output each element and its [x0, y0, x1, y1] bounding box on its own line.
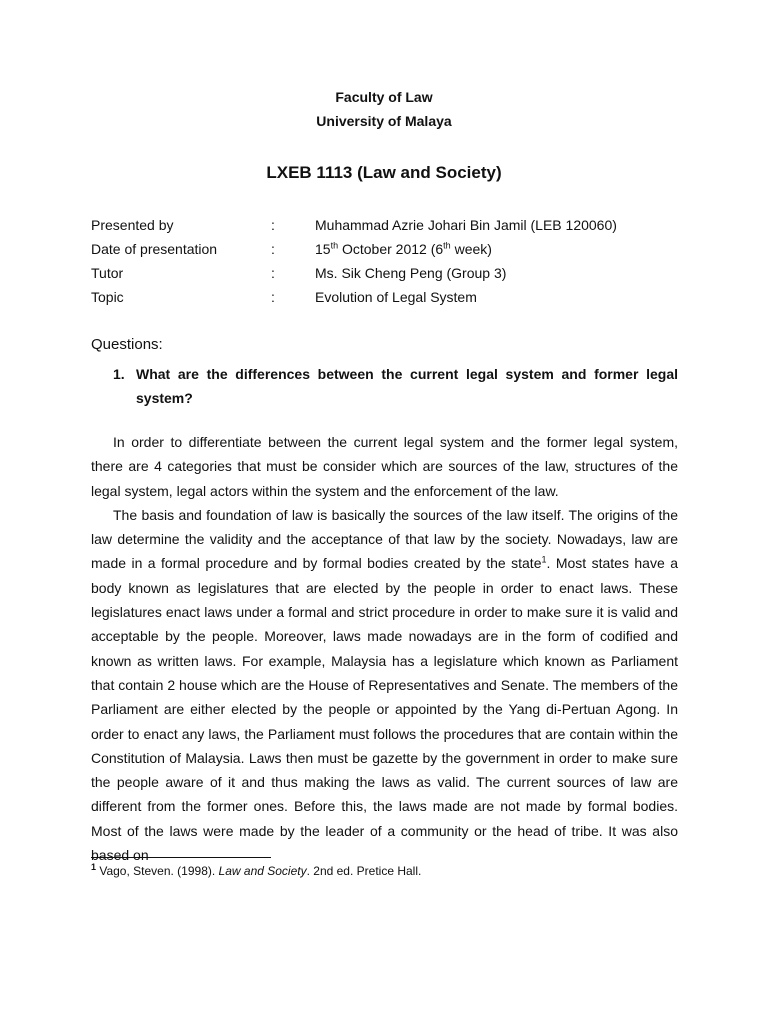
- question-text: What are the differences between the current legal system and former legal system?: [136, 366, 678, 406]
- paragraph-1: In order to differentiate between the current legal system and the former legal system, there are 4 categories that must be consider which are sources of the law, structures of the legal system, legal actors within the system and the enforcement of the law.: [91, 434, 678, 499]
- footnote-author: Vago, Steven. (1998).: [96, 864, 219, 878]
- info-label: Presented by: [91, 217, 174, 233]
- info-separator: :: [271, 265, 275, 281]
- info-separator: :: [271, 217, 275, 233]
- info-value: [315, 239, 492, 259]
- body-text: [91, 430, 678, 867]
- info-value: Evolution of Legal System: [315, 289, 477, 305]
- footnote-divider: [91, 857, 271, 858]
- question-number: 1.: [113, 366, 125, 382]
- info-separator: :: [271, 241, 275, 257]
- info-label: Date of presentation: [91, 241, 218, 257]
- faculty-heading: Faculty of Law: [335, 89, 433, 105]
- footnote: [91, 862, 421, 880]
- info-label: Topic: [91, 289, 124, 305]
- paragraph-2-part-a: The basis and foundation of law is basically the sources of the law itself. The origins of the law determine the validity and the acceptance of that law by the society. Nowadays, law are made in a formal procedure and by formal bodies created by the state: [91, 506, 678, 572]
- date-week-suffix: th: [443, 240, 451, 251]
- paragraph-2-part-b: . Most states have a body known as legislatures that are elected by the people in order to enact laws. These legislatures enact laws under a formal and strict procedure in order to make sure it is valid and acceptable by the people. Moreover, laws made nowadays are in the form of codified and known as written laws. For example, Malaysia has a legislature which known as Parliament that contain 2 house which are the House of Representatives and Senate. The members of the Parliament are either elected by the people or appointed by the Yang di-Pertuan Agong. In order to enact any laws, the Parliament must follows the procedures that are contain within the Constitution of Malaysia. Laws then must be gazette by the government in order to make sure the people aware of it and thus making the laws as valid. The current sources of law are different from the former ones. Before this, the laws made are not made by formal bodies. Most of the laws were made by the leader of a community or the head of tribe. It was also based on: [91, 555, 678, 864]
- course-title: LXEB 1113 (Law and Society): [266, 163, 502, 182]
- info-separator: :: [271, 289, 275, 305]
- date-week: 6: [435, 241, 444, 257]
- footnote-reference: 1: [541, 554, 547, 565]
- footnote-mark: 1: [91, 862, 97, 872]
- university-heading: University of Malaya: [316, 113, 452, 129]
- date-day-suffix: th: [330, 240, 339, 251]
- info-label: Tutor: [91, 265, 124, 281]
- questions-heading: Questions:: [91, 336, 163, 353]
- paragraph-2: [91, 503, 678, 867]
- info-value: Ms. Sik Cheng Peng (Group 3): [315, 265, 507, 281]
- info-value: Muhammad Azrie Johari Bin Jamil (LEB 120060): [315, 217, 617, 233]
- date-end: week): [450, 241, 492, 257]
- date-mid: October 2012 (: [338, 241, 436, 257]
- footnote-rest: . 2nd ed. Pretice Hall.: [306, 864, 422, 878]
- date-day: 15: [315, 241, 331, 257]
- footnote-title: Law and Society: [218, 864, 307, 878]
